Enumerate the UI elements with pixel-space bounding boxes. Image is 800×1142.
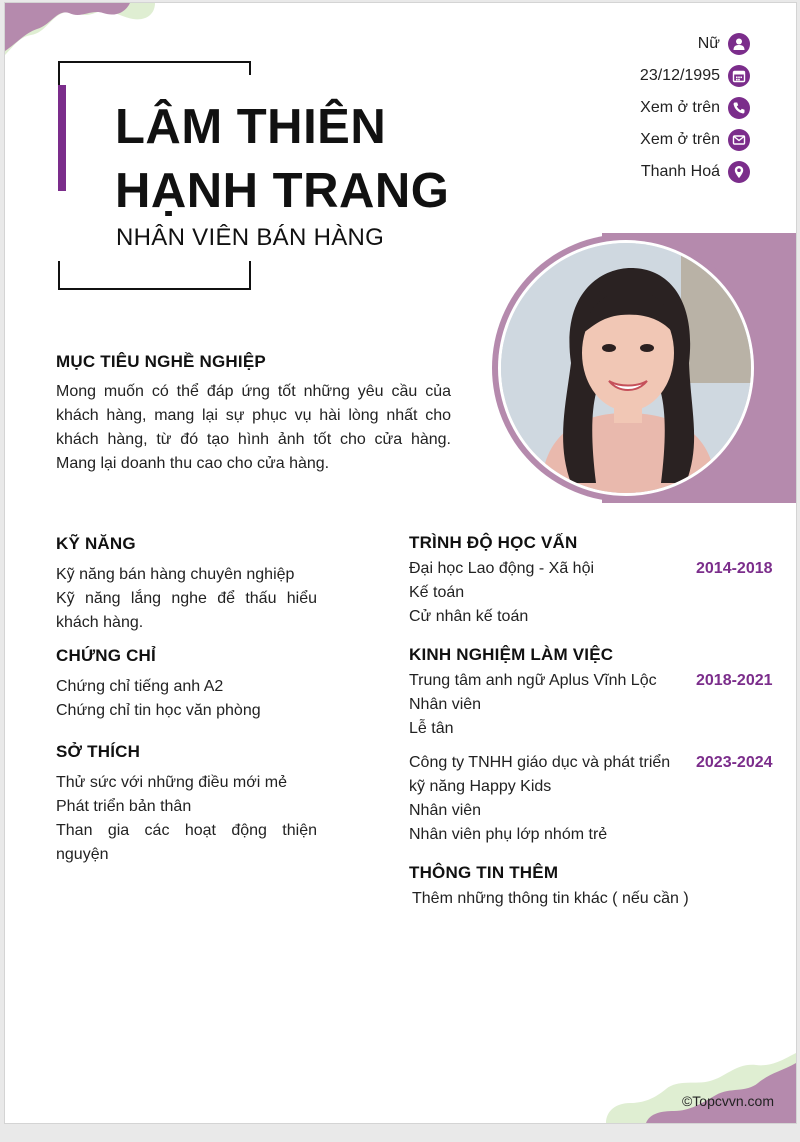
email-text: Xem ở trên xyxy=(640,131,720,148)
frame-line xyxy=(249,61,251,75)
certificates-list xyxy=(56,675,317,723)
more-info-heading: THÔNG TIN THÊM xyxy=(409,863,559,882)
corner-decoration-bottom-right xyxy=(606,1053,796,1123)
experience-detail: Nhân viên phụ lớp nhóm trẻ xyxy=(409,826,608,843)
corner-decoration-top-left xyxy=(5,3,165,63)
frame-accent-bar xyxy=(58,85,66,191)
contact-email xyxy=(450,127,750,153)
frame-line xyxy=(58,261,60,290)
name-line-1: LÂM THIÊN xyxy=(115,100,387,154)
experience-position: Nhân viên xyxy=(409,802,482,819)
list-item: Than gia các hoạt động thiện nguyện xyxy=(56,822,317,863)
profile-photo xyxy=(501,243,751,493)
frame-line xyxy=(58,61,251,63)
list-item: Chứng chỉ tin học văn phòng xyxy=(56,702,261,719)
list-item: Chứng chỉ tiếng anh A2 xyxy=(56,678,224,695)
frame-line xyxy=(58,288,251,290)
experience-years: 2018-2021 xyxy=(696,672,773,689)
address-text: Thanh Hoá xyxy=(640,163,720,180)
profile-photo-frame xyxy=(492,234,760,502)
contact-birthday xyxy=(450,63,750,89)
education-school: Đại học Lao động - Xã hội xyxy=(409,560,595,577)
skills-list xyxy=(56,563,317,635)
experience-item xyxy=(409,669,679,741)
more-info-text: Thêm những thông tin khác ( nếu cần ) xyxy=(412,890,689,907)
birthday-text: 23/12/1995 xyxy=(639,67,720,84)
list-item: Kỹ năng bán hàng chuyên nghiệp xyxy=(56,566,295,583)
experience-heading: KINH NGHIỆM LÀM VIỆC xyxy=(409,645,614,664)
experience-position: Nhân viên xyxy=(409,696,482,713)
experience-company: Trung tâm anh ngữ Aplus Vĩnh Lộc xyxy=(409,672,657,689)
education-heading: TRÌNH ĐỘ HỌC VẤN xyxy=(409,533,578,552)
phone-text: Xem ở trên xyxy=(640,99,720,116)
education-years: 2014-2018 xyxy=(696,560,773,577)
contact-phone xyxy=(450,95,750,121)
cv-page xyxy=(4,2,797,1124)
education-degree: Cử nhân kế toán xyxy=(409,608,529,625)
objective-text: Mong muốn có thể đáp ứng tốt những yêu cầu của khách hàng, mang lại sự phục vụ hài lòng nhất cho khách hàng, từ đó tạo hình ảnh tốt cho cửa hàng. Mang lại doanh thu cao cho cửa hàng. xyxy=(56,383,451,472)
calendar-icon xyxy=(728,65,750,87)
job-title: NHÂN VIÊN BÁN HÀNG xyxy=(116,224,385,251)
experience-company: Công ty TNHH giáo dục và phát triển kỹ năng Happy Kids xyxy=(409,754,671,795)
frame-line xyxy=(249,261,251,290)
experience-years: 2023-2024 xyxy=(696,754,773,771)
name-line-2: HẠNH TRANG xyxy=(115,164,450,218)
mail-icon xyxy=(728,129,750,151)
hobbies-list xyxy=(56,771,317,867)
phone-icon xyxy=(728,97,750,119)
experience-item xyxy=(409,751,681,847)
user-icon xyxy=(728,33,750,55)
candidate-name xyxy=(115,95,475,223)
contact-address xyxy=(450,159,750,185)
experience-detail: Lễ tân xyxy=(409,720,454,737)
list-item: Kỹ năng lắng nghe để thấu hiểu khách hàng. xyxy=(56,590,317,631)
hobbies-heading: SỞ THÍCH xyxy=(56,742,141,761)
gender-text: Nữ xyxy=(697,35,720,52)
location-pin-icon xyxy=(728,161,750,183)
skills-heading: KỸ NĂNG xyxy=(56,534,136,553)
list-item: Phát triển bản thân xyxy=(56,798,192,815)
contact-gender xyxy=(450,31,750,57)
education-major: Kế toán xyxy=(409,584,465,601)
certificates-heading: CHỨNG CHỈ xyxy=(56,646,156,665)
footer-credit: ©Topcvvn.com xyxy=(681,1093,774,1109)
list-item: Thử sức với những điều mới mẻ xyxy=(56,774,287,791)
objective-heading: MỤC TIÊU NGHỀ NGHIỆP xyxy=(56,352,266,371)
